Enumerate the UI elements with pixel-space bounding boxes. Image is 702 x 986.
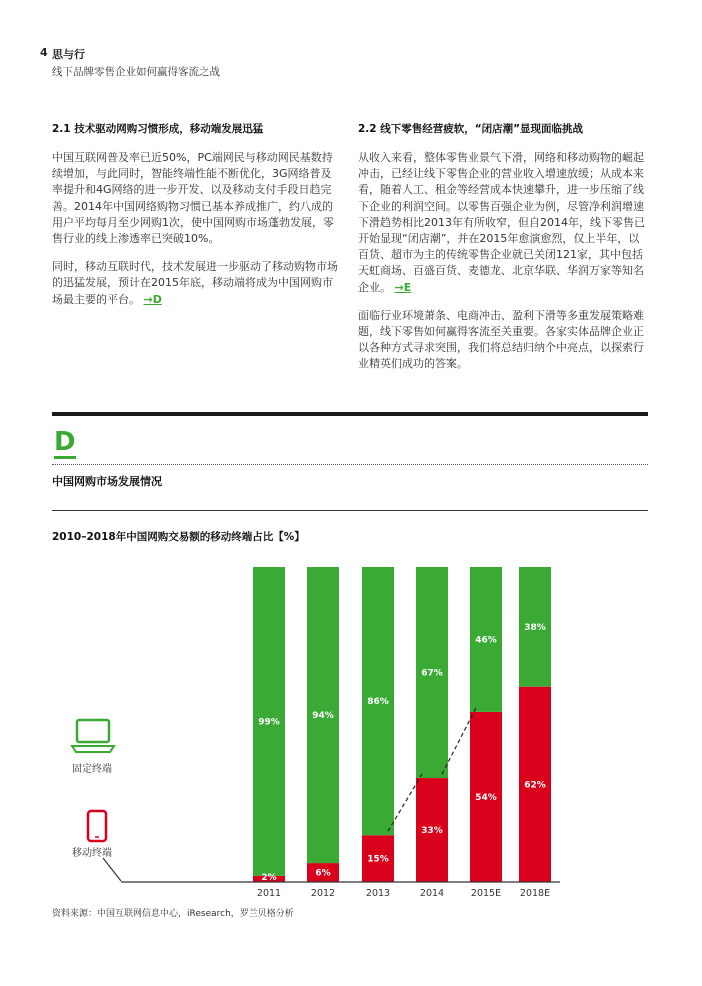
right-paragraph-1-text: 从收入来看，整体零售业景气下滑，网络和移动购物的崛起冲击，已经让线下零售企业的营业收入增速放缓；从成本来看，随着人工、租金等经营成本快速攀升，进一步压缩了线下企业的利润空间。以零售百强企业为例，尽管净利润增速下滑趋势相比2013年有所收窄，但自2014年，线下零售已开始显现“闭店潮”，并在2015年愈演愈烈，仅上半年，以百货、超市为主的传统零售企业就已关闭121家，其中包括天虹商场、百盛百货、麦德龙、北京华联、华润万家等知名企业。: [358, 151, 645, 294]
exhibit-title: 中国网购市场发展情况: [52, 475, 162, 488]
link-exhibit-e[interactable]: →E: [394, 280, 412, 294]
mobile-phone-icon: [88, 811, 106, 841]
label-mobile-2013: 15%: [367, 854, 389, 865]
x-tick-2014: 2014: [419, 888, 445, 899]
right-paragraph-2: 面临行业环境萧条、电商冲击、盈利下滑等多重发展策略难题，线下零售如何赢得客流至关重要。各家实体品牌企业正以各种方式寻求突围，我们将总结归纳个中亮点，以探索行业精英们成功的答案。: [358, 308, 644, 371]
page-number: 4: [40, 46, 48, 59]
exhibit-letter: D: [54, 427, 76, 457]
label-fixed-2015E: 46%: [475, 635, 497, 646]
label-mobile-2012: 6%: [315, 868, 331, 879]
label-mobile-2018E: 62%: [524, 780, 546, 791]
left-section-heading: 2.1 技术驱动网购习惯形成，移动端发展迅猛: [52, 123, 264, 135]
label-fixed-2011: 99%: [258, 717, 280, 728]
label-mobile-2014: 33%: [421, 826, 443, 837]
x-tick-2015E: 2015E: [470, 888, 502, 899]
section-name: 思与行: [52, 48, 85, 61]
label-fixed-2012: 94%: [312, 711, 334, 722]
right-section-heading: 2.2 线下零售经营疲软，“闭店潮”显现面临挑战: [358, 123, 584, 135]
x-tick-2013: 2013: [365, 888, 391, 899]
label-fixed-2013: 86%: [367, 697, 389, 708]
x-tick-2011: 2011: [256, 888, 282, 899]
document-title: 线下品牌零售企业如何赢得客流之战: [52, 66, 220, 78]
link-exhibit-d[interactable]: →D: [143, 292, 162, 306]
source-note: 资料来源：中国互联网信息中心，iResearch，罗兰贝格分析: [52, 909, 294, 919]
label-fixed-2014: 67%: [421, 668, 443, 679]
left-paragraph-1: 中国互联网普及率已近50%，PC端网民与移动网民基数持续增加，与此同时，智能终端性能不断优化，3G网络普及率提升和4G网络的进一步开发、以及移动支付手段日趋完善。2014年中国网络购物习惯已基本养成推广，约八成的用户平均每月至少网购1次，使中国网购市场蓬勃发展，零售行业的线上渗透率已突破10%。: [52, 151, 334, 246]
x-tick-2018E: 2018E: [519, 888, 551, 899]
label-mobile-2015E: 54%: [475, 792, 497, 803]
mobile-terminal-label: 移动终端: [72, 848, 112, 859]
label-fixed-2018E: 38%: [524, 622, 546, 633]
mobile-pointer-line: [103, 858, 121, 881]
x-tick-2012: 2012: [310, 888, 336, 899]
laptop-icon: [72, 720, 114, 752]
fixed-terminal-label: 固定终端: [72, 764, 112, 775]
label-mobile-2011: 2%: [261, 873, 277, 883]
chart-title: 2010–2018年中国网购交易额的移动终端占比【%】: [52, 531, 305, 543]
left-paragraph-2-text: 同时，移动互联时代，技术发展进一步驱动了移动购物市场的迅猛发展，预计在2015年底，移动端将成为中国网购市场最主要的平台。: [52, 260, 338, 306]
